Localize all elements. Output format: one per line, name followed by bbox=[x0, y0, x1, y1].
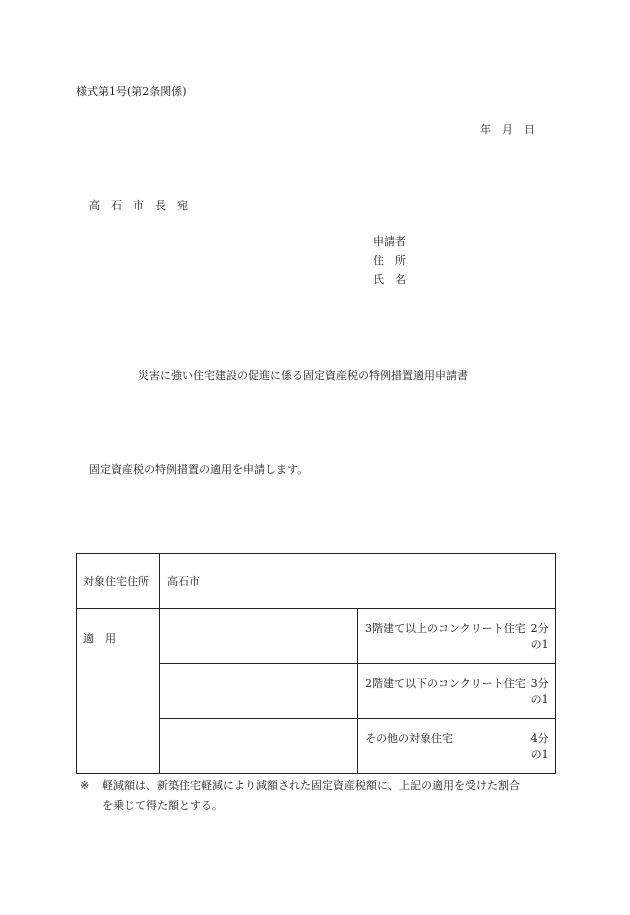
option-text: 3階建て以上のコンクリート住宅 bbox=[365, 622, 526, 635]
option-text: その他の対象住宅 bbox=[365, 732, 453, 745]
option-cell bbox=[358, 719, 556, 774]
option-ratio: 4分の1 bbox=[530, 732, 549, 761]
option-cell bbox=[358, 609, 556, 664]
applicant-label: 申請者 bbox=[373, 235, 406, 248]
applicant-name-label: 氏 名 bbox=[373, 273, 406, 286]
table-row bbox=[77, 554, 556, 609]
addressee: 高 石 市 長 宛 bbox=[89, 199, 188, 212]
footnote bbox=[80, 776, 560, 816]
note-mark: ※ bbox=[80, 779, 90, 792]
document-title: 災害に強い住宅建設の促進に係る固定資産税の特例措置適用申請書 bbox=[138, 369, 468, 382]
checkbox-cell[interactable] bbox=[160, 609, 358, 664]
option-ratio: 2分の1 bbox=[530, 622, 549, 651]
form-number: 様式第1号(第2条関係) bbox=[76, 85, 187, 98]
note-line-1: 軽減額は、新築住宅軽減により減額された固定資産税額に、上記の適用を受けた割合 bbox=[102, 779, 520, 792]
applicant-block bbox=[373, 236, 406, 293]
option-text: 2階建て以下のコンクリート住宅 bbox=[365, 677, 526, 690]
checkbox-cell[interactable] bbox=[160, 664, 358, 719]
option-cell bbox=[358, 664, 556, 719]
address-value-cell: 高石市 bbox=[160, 554, 556, 609]
applicant-address-label: 住 所 bbox=[373, 254, 406, 267]
checkbox-cell[interactable] bbox=[160, 719, 358, 774]
address-label-cell: 対象住宅住所 bbox=[77, 554, 160, 609]
date-line: 年 月 日 bbox=[480, 123, 535, 136]
request-text: 固定資産税の特例措置の適用を申請します。 bbox=[89, 463, 309, 476]
application-table bbox=[76, 553, 556, 774]
table-row bbox=[77, 609, 556, 664]
applies-label-cell: 適 用 bbox=[77, 609, 160, 774]
note-line-2: を乗じて得た額とする。 bbox=[102, 799, 223, 812]
option-ratio: 3分の1 bbox=[530, 677, 549, 706]
